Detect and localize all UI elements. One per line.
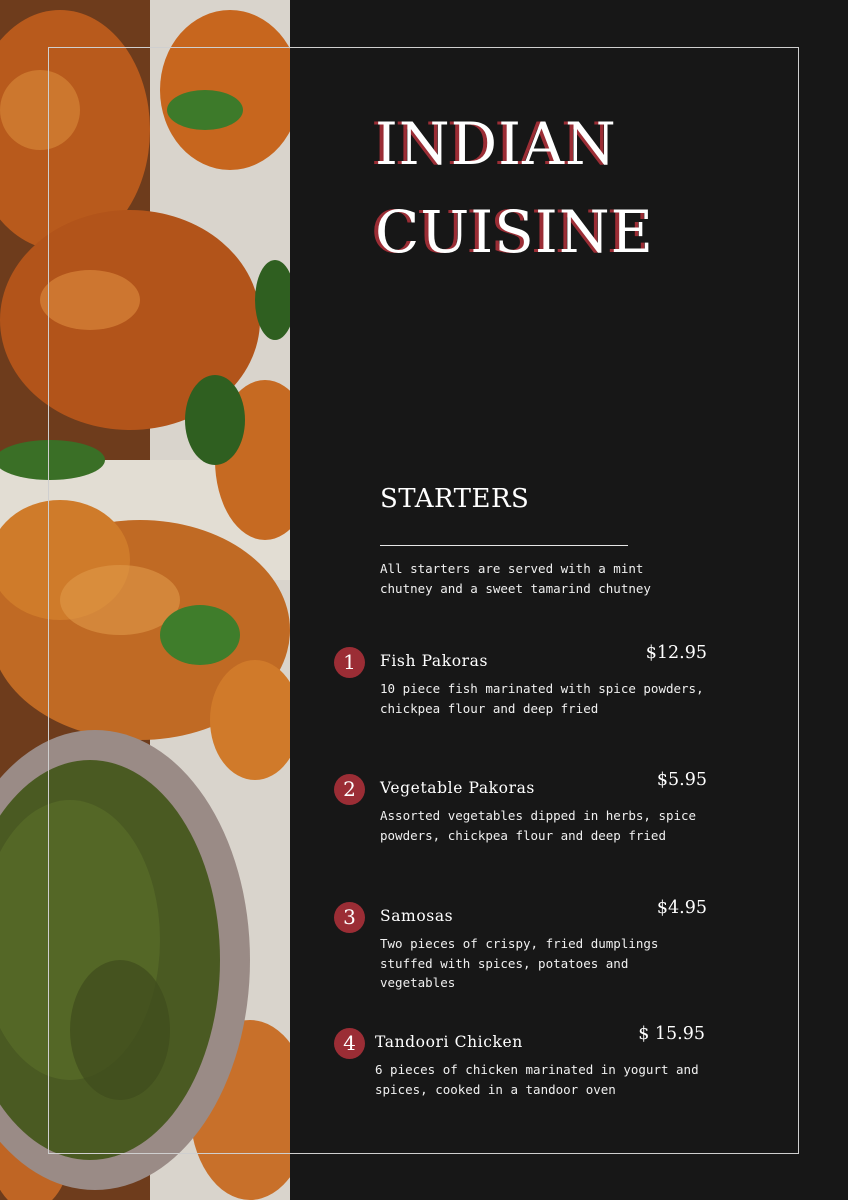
item-description: Assorted vegetables dipped in herbs, spice powders, chickpea flour and deep fried: [380, 808, 697, 843]
item-number-badge: 2: [334, 774, 365, 805]
item-name: Fish Pakoras: [380, 652, 489, 670]
menu-title: [375, 100, 654, 276]
item-price: $4.95: [656, 898, 707, 918]
item-description: 6 pieces of chicken marinated in yogurt and spices, cooked in a tandoor oven: [375, 1062, 699, 1097]
item-name: Vegetable Pakoras: [380, 779, 535, 797]
item-number-badge: 3: [334, 902, 365, 933]
menu-item: [0, 643, 848, 737]
item-price: $12.95: [645, 643, 707, 663]
item-price: $5.95: [656, 770, 707, 790]
section-title: STARTERS: [380, 484, 530, 514]
section-note: All starters are served with a mint chutney and a sweet tamarind chutney: [380, 561, 651, 596]
title-line-1: INDIAN: [375, 110, 617, 178]
item-name: Samosas: [380, 907, 454, 925]
menu-item: [0, 1024, 848, 1118]
item-number-badge: 1: [334, 647, 365, 678]
item-price: $ 15.95: [638, 1024, 705, 1044]
section-divider: [380, 545, 628, 546]
food-photo: [0, 0, 290, 1200]
item-description: 10 piece fish marinated with spice powders, chickpea flour and deep fried: [380, 681, 704, 716]
menu-item: [0, 898, 848, 992]
title-line-2: CUISINE: [375, 198, 654, 266]
item-description: Two pieces of crispy, fried dumplings stuffed with spices, potatoes and vegetables: [380, 936, 659, 990]
item-number-badge: 4: [334, 1028, 365, 1059]
pakora-chutney-image: [0, 0, 290, 1200]
menu-item: [0, 770, 848, 864]
item-name: Tandoori Chicken: [375, 1033, 523, 1051]
